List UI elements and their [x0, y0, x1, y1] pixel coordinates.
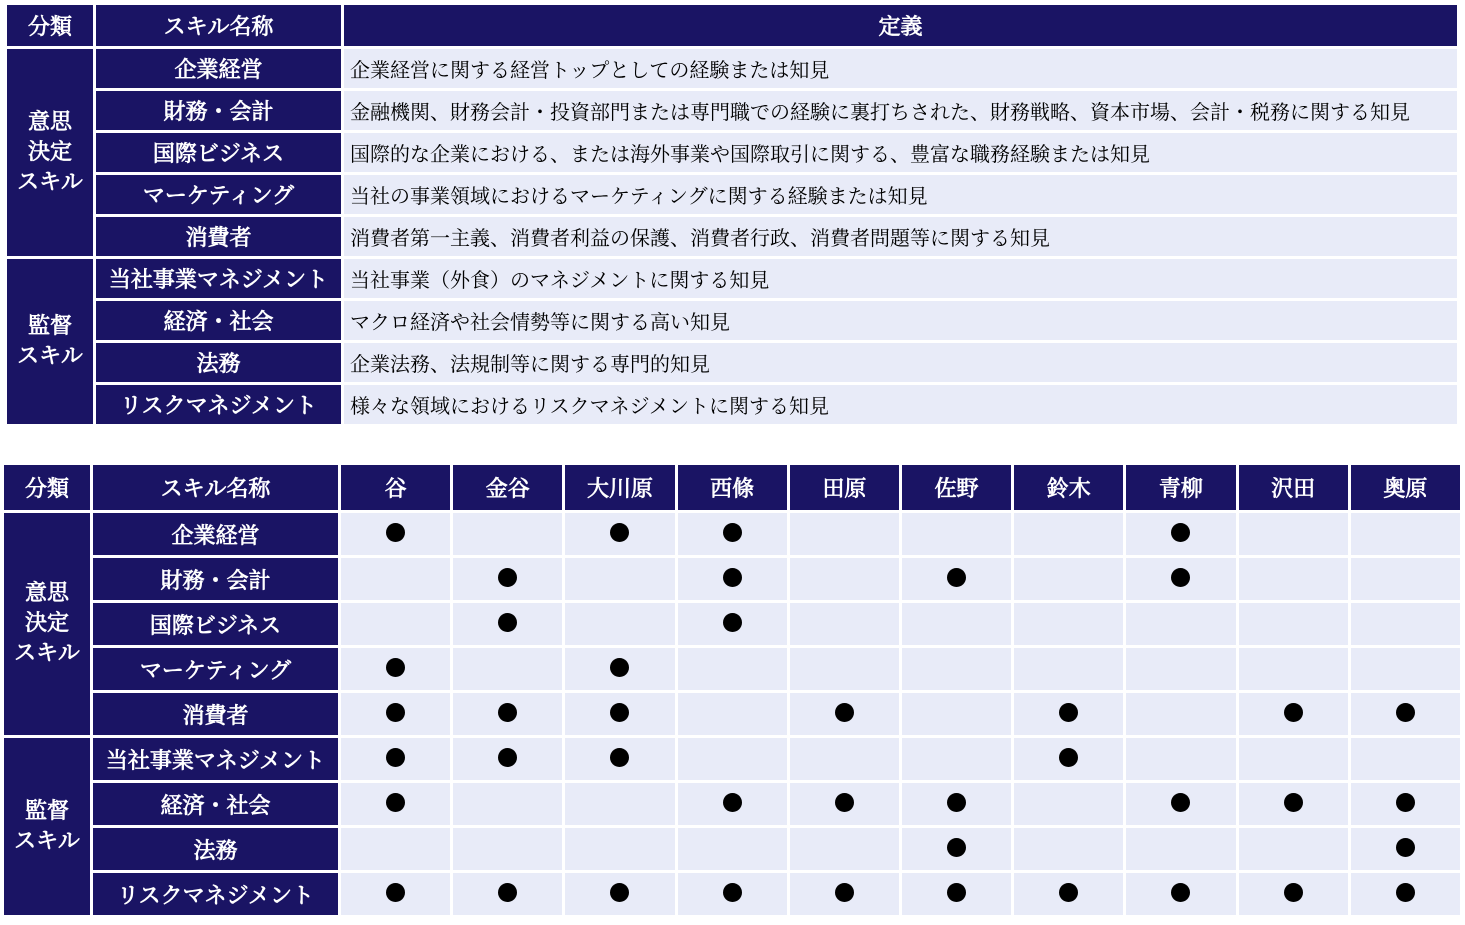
matrix-cell	[1013, 557, 1125, 602]
matrix-cell	[900, 737, 1012, 782]
filled-circle-icon	[723, 523, 742, 542]
matrix-cell	[1125, 647, 1237, 692]
skill-name-cell: 経済・社会	[95, 300, 343, 342]
matrix-cell	[340, 827, 452, 872]
matrix-cell	[564, 872, 676, 917]
matrix-cell	[788, 782, 900, 827]
category-label-line: スキル	[17, 343, 83, 369]
matrix-cell	[1349, 827, 1461, 872]
filled-circle-icon	[498, 568, 517, 587]
matrix-skill-cell: リスクマネジメント	[92, 872, 340, 917]
filled-circle-icon	[610, 883, 629, 902]
filled-circle-icon	[1396, 838, 1415, 857]
member-header: 西條	[676, 464, 788, 512]
matrix-cell	[452, 692, 564, 737]
definition-cell: 企業経営に関する経営トップとしての経験または知見	[343, 48, 1459, 90]
matrix-cell	[564, 782, 676, 827]
matrix-cell	[1349, 782, 1461, 827]
filled-circle-icon	[947, 568, 966, 587]
matrix-row	[3, 602, 1462, 647]
filled-circle-icon	[498, 748, 517, 767]
skill-name-cell: 消費者	[95, 216, 343, 258]
matrix-skill-cell: 国際ビジネス	[92, 602, 340, 647]
matrix-row	[3, 692, 1462, 737]
filled-circle-icon	[386, 703, 405, 722]
filled-circle-icon	[498, 703, 517, 722]
category-cell	[6, 48, 95, 258]
matrix-cell	[1349, 512, 1461, 557]
matrix-cell	[900, 782, 1012, 827]
filled-circle-icon	[1059, 883, 1078, 902]
member-header: 青柳	[1125, 464, 1237, 512]
category-label-line: スキル	[17, 169, 83, 195]
matrix-cell	[788, 557, 900, 602]
matrix-cell	[1237, 557, 1349, 602]
matrix-cell	[900, 602, 1012, 647]
matrix-cell	[1013, 872, 1125, 917]
filled-circle-icon	[1396, 703, 1415, 722]
category-cell	[6, 258, 95, 426]
definition-cell: 当社の事業領域におけるマーケティングに関する経験または知見	[343, 174, 1459, 216]
matrix-cell	[1125, 827, 1237, 872]
filled-circle-icon	[386, 748, 405, 767]
filled-circle-icon	[1059, 748, 1078, 767]
member-header: 田原	[788, 464, 900, 512]
definition-cell: 様々な領域におけるリスクマネジメントに関する知見	[343, 384, 1459, 426]
category-label-line: 決定	[27, 139, 72, 165]
matrix-cell	[676, 602, 788, 647]
matrix-cell	[1125, 737, 1237, 782]
table-row	[6, 384, 1459, 426]
filled-circle-icon	[1284, 883, 1303, 902]
matrix-cell	[340, 512, 452, 557]
matrix-cell	[676, 512, 788, 557]
matrix-skill-cell: マーケティング	[92, 647, 340, 692]
matrix-cell	[564, 512, 676, 557]
matrix-cell	[1237, 782, 1349, 827]
matrix-skill-cell: 消費者	[92, 692, 340, 737]
matrix-cell	[676, 827, 788, 872]
matrix-skill-cell: 当社事業マネジメント	[92, 737, 340, 782]
filled-circle-icon	[386, 793, 405, 812]
skill-name-cell: 法務	[95, 342, 343, 384]
matrix-cell	[1125, 602, 1237, 647]
filled-circle-icon	[1284, 793, 1303, 812]
filled-circle-icon	[1171, 568, 1190, 587]
table-row	[6, 48, 1459, 90]
filled-circle-icon	[947, 883, 966, 902]
matrix-cell	[340, 557, 452, 602]
matrix-cell	[452, 782, 564, 827]
filled-circle-icon	[723, 568, 742, 587]
matrix-cell	[564, 827, 676, 872]
matrix-cell	[1349, 602, 1461, 647]
filled-circle-icon	[835, 793, 854, 812]
matrix-cell	[1237, 827, 1349, 872]
definition-cell: 消費者第一主義、消費者利益の保護、消費者行政、消費者問題等に関する知見	[343, 216, 1459, 258]
matrix-header-row	[3, 464, 1462, 512]
matrix-cell	[676, 692, 788, 737]
matrix-cell	[1013, 647, 1125, 692]
matrix-cell	[340, 872, 452, 917]
member-header: 金谷	[452, 464, 564, 512]
matrix-cell	[452, 737, 564, 782]
matrix-header-skill-name: スキル名称	[92, 464, 340, 512]
matrix-cell	[340, 737, 452, 782]
matrix-cell	[676, 737, 788, 782]
matrix-cell	[788, 647, 900, 692]
matrix-cell	[452, 827, 564, 872]
matrix-row	[3, 872, 1462, 917]
definition-cell: 当社事業（外食）のマネジメントに関する知見	[343, 258, 1459, 300]
skill-matrix-table	[1, 462, 1463, 918]
matrix-skill-cell: 財務・会計	[92, 557, 340, 602]
category-label-line: スキル	[14, 641, 80, 666]
table-row	[6, 174, 1459, 216]
matrix-cell	[1237, 647, 1349, 692]
member-header: 大川原	[564, 464, 676, 512]
filled-circle-icon	[1284, 703, 1303, 722]
member-header: 奥原	[1349, 464, 1461, 512]
table-row	[6, 342, 1459, 384]
definition-cell: マクロ経済や社会情勢等に関する高い知見	[343, 300, 1459, 342]
filled-circle-icon	[835, 883, 854, 902]
matrix-row	[3, 827, 1462, 872]
filled-circle-icon	[723, 793, 742, 812]
matrix-row	[3, 557, 1462, 602]
filled-circle-icon	[1171, 523, 1190, 542]
member-header: 沢田	[1237, 464, 1349, 512]
matrix-cell	[452, 647, 564, 692]
matrix-cell	[1125, 872, 1237, 917]
skill-name-cell: 国際ビジネス	[95, 132, 343, 174]
member-header: 鈴木	[1013, 464, 1125, 512]
matrix-cell	[564, 692, 676, 737]
matrix-row	[3, 647, 1462, 692]
matrix-cell	[676, 557, 788, 602]
matrix-cell	[340, 647, 452, 692]
matrix-cell	[452, 557, 564, 602]
matrix-cell	[452, 872, 564, 917]
matrix-cell	[676, 872, 788, 917]
skill-name-cell: 当社事業マネジメント	[95, 258, 343, 300]
matrix-cell	[564, 602, 676, 647]
matrix-cell	[1125, 782, 1237, 827]
filled-circle-icon	[1171, 883, 1190, 902]
category-label-line: 監督	[24, 798, 69, 824]
skill-name-cell: リスクマネジメント	[95, 384, 343, 426]
member-header: 佐野	[900, 464, 1012, 512]
matrix-skill-cell: 企業経営	[92, 512, 340, 557]
header-definition: 定義	[343, 4, 1459, 48]
filled-circle-icon	[947, 793, 966, 812]
matrix-cell	[452, 602, 564, 647]
matrix-cell	[788, 512, 900, 557]
header-category: 分類	[6, 4, 95, 48]
matrix-cell	[340, 782, 452, 827]
table-header-row	[6, 4, 1459, 48]
matrix-cell	[1349, 872, 1461, 917]
skill-name-cell: マーケティング	[95, 174, 343, 216]
filled-circle-icon	[1396, 883, 1415, 902]
matrix-cell	[1237, 872, 1349, 917]
matrix-cell	[788, 692, 900, 737]
matrix-header-category: 分類	[3, 464, 92, 512]
matrix-cell	[1125, 512, 1237, 557]
matrix-cell	[1349, 692, 1461, 737]
category-label-line: 意思	[27, 109, 72, 135]
matrix-cell	[900, 872, 1012, 917]
matrix-cell	[340, 692, 452, 737]
matrix-cell	[788, 602, 900, 647]
category-label-line: 決定	[24, 611, 69, 636]
filled-circle-icon	[947, 838, 966, 857]
matrix-cell	[1349, 557, 1461, 602]
matrix-cell	[564, 557, 676, 602]
matrix-cell	[900, 647, 1012, 692]
table-row	[6, 300, 1459, 342]
filled-circle-icon	[498, 883, 517, 902]
filled-circle-icon	[835, 703, 854, 722]
filled-circle-icon	[498, 613, 517, 632]
matrix-cell	[1237, 692, 1349, 737]
filled-circle-icon	[610, 748, 629, 767]
filled-circle-icon	[386, 523, 405, 542]
table-row	[6, 132, 1459, 174]
matrix-cell	[1013, 602, 1125, 647]
table-row	[6, 216, 1459, 258]
filled-circle-icon	[386, 883, 405, 902]
matrix-cell	[900, 512, 1012, 557]
matrix-cell	[1013, 827, 1125, 872]
matrix-cell	[788, 827, 900, 872]
matrix-cell	[1125, 557, 1237, 602]
matrix-cell	[1237, 602, 1349, 647]
matrix-cell	[1013, 737, 1125, 782]
matrix-cell	[1013, 512, 1125, 557]
matrix-cell	[340, 602, 452, 647]
table-row	[6, 90, 1459, 132]
filled-circle-icon	[1171, 793, 1190, 812]
category-label-line: 監督	[27, 313, 72, 339]
category-label-line: 意思	[24, 581, 69, 606]
skill-name-cell: 企業経営	[95, 48, 343, 90]
matrix-cell	[1237, 512, 1349, 557]
matrix-row	[3, 512, 1462, 557]
filled-circle-icon	[386, 658, 405, 677]
matrix-cell	[452, 512, 564, 557]
matrix-cell	[1349, 737, 1461, 782]
matrix-skill-cell: 法務	[92, 827, 340, 872]
matrix-category-cell	[3, 737, 92, 917]
matrix-skill-cell: 経済・社会	[92, 782, 340, 827]
filled-circle-icon	[723, 613, 742, 632]
category-label-line: スキル	[14, 828, 80, 854]
matrix-cell	[788, 872, 900, 917]
matrix-cell	[1237, 737, 1349, 782]
matrix-cell	[676, 782, 788, 827]
matrix-cell	[564, 647, 676, 692]
skill-name-cell: 財務・会計	[95, 90, 343, 132]
matrix-cell	[788, 737, 900, 782]
filled-circle-icon	[610, 658, 629, 677]
table-row	[6, 258, 1459, 300]
matrix-row	[3, 737, 1462, 782]
matrix-cell	[1125, 692, 1237, 737]
filled-circle-icon	[610, 523, 629, 542]
matrix-row	[3, 782, 1462, 827]
matrix-cell	[900, 557, 1012, 602]
matrix-cell	[676, 647, 788, 692]
definition-cell: 企業法務、法規制等に関する専門的知見	[343, 342, 1459, 384]
matrix-cell	[564, 737, 676, 782]
matrix-cell	[1349, 647, 1461, 692]
filled-circle-icon	[723, 883, 742, 902]
matrix-cell	[1013, 782, 1125, 827]
filled-circle-icon	[1059, 703, 1078, 722]
filled-circle-icon	[610, 703, 629, 722]
matrix-cell	[900, 692, 1012, 737]
definition-cell: 国際的な企業における、または海外事業や国際取引に関する、豊富な職務経験または知見	[343, 132, 1459, 174]
filled-circle-icon	[1396, 793, 1415, 812]
matrix-cell	[1013, 692, 1125, 737]
header-skill-name: スキル名称	[95, 4, 343, 48]
member-header: 谷	[340, 464, 452, 512]
matrix-category-cell	[3, 512, 92, 737]
matrix-cell	[900, 827, 1012, 872]
definition-cell: 金融機関、財務会計・投資部門または専門職での経験に裏打ちされた、財務戦略、資本市場、会計・税務に関する知見	[343, 90, 1459, 132]
skill-definition-table	[4, 2, 1460, 427]
